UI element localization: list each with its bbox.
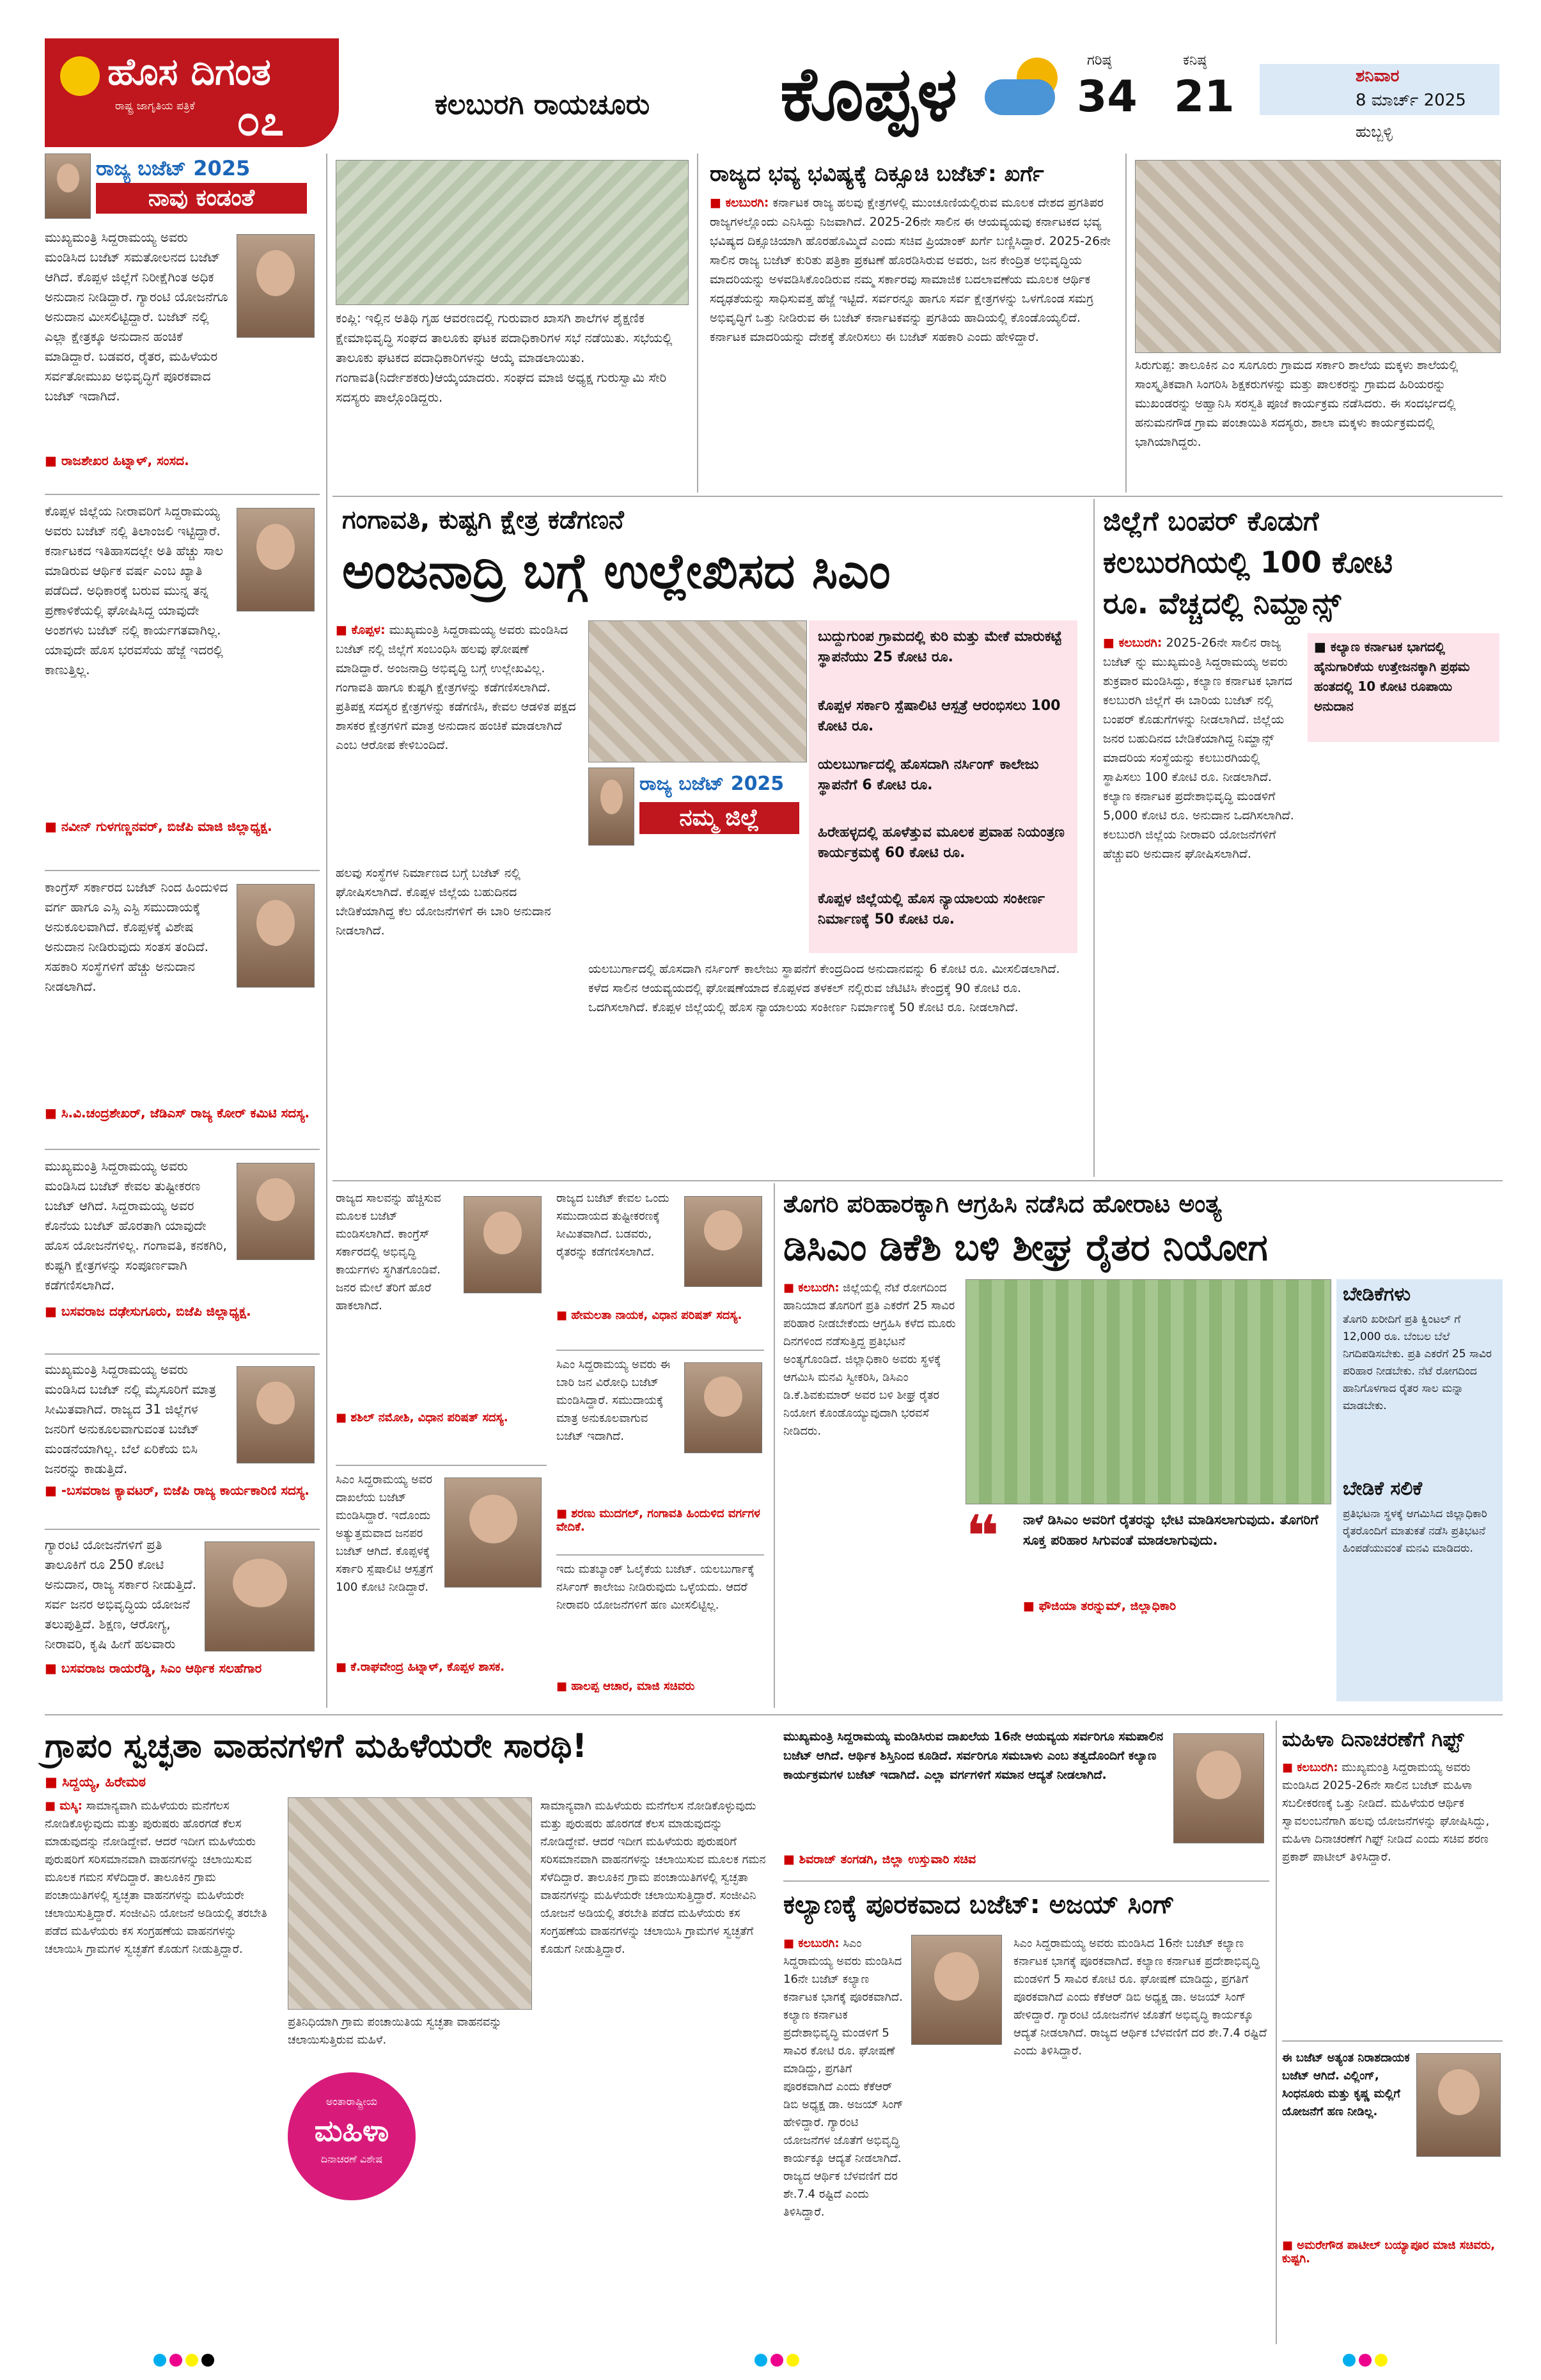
quote-block bbox=[966, 1503, 1330, 1631]
divider bbox=[45, 870, 320, 871]
story-body bbox=[783, 1935, 905, 2338]
badge-sub: ದಿನಾಚರಣೆ ವಿಶೇಷ bbox=[320, 2153, 383, 2165]
reaction-byline: ■ ಹೇಮಲತಾ ನಾಯಕ, ವಿಧಾನ ಪರಿಷತ್ ಸದಸ್ಯ. bbox=[556, 1309, 742, 1322]
highlight-box bbox=[1308, 633, 1499, 742]
reactor-photo bbox=[237, 884, 315, 988]
weather-icon bbox=[985, 58, 1068, 122]
divider bbox=[332, 496, 1503, 497]
anjanadri-story bbox=[336, 505, 1084, 1174]
divider bbox=[326, 154, 327, 1708]
reactor-photo bbox=[237, 1366, 315, 1463]
toor-story bbox=[783, 1190, 1503, 1708]
print-mark bbox=[1343, 2354, 1356, 2367]
reactor-photo bbox=[237, 508, 315, 611]
cm-portrait bbox=[588, 768, 634, 846]
story-body-cont: ಸಿಎಂ ಸಿದ್ದರಾಮಯ್ಯ ಅವರು ಮಂಡಿಸಿದ 16ನೇ ಬಜೆಟ್ ಕಲ್ಯಾಣ ಕರ್ನಾಟಕ ಭಾಗಕ್ಕೆ ಪೂರಕವಾಗಿದೆ. ಕಲ್ಯಾಣ ಕರ್ನಾಟಕ ಪ್ರದೇಶಾಭಿವೃದ್ಧಿ ಮಂಡಳಿಗೆ 5 ಸಾವಿರ ಕೋಟಿ ರೂ. ಘೋಷಣೆ ಮಾಡಿದ್ದು, ಪ್ರಗತಿಗೆ ಪೂರಕವಾಗಿದೆ ಎಂದು ಕೆಕೆಆರ್ ಡಿಬಿ ಅಧ್ಯಕ್ಷ ಡಾ. ಅಜಯ್ ಸಿಂಗ್ ಹೇಳಿದ್ದಾರೆ. ಗ್ಯಾರಂಟಿ ಯೋಜನೆಗಳ ಜೊತೆಗೆ ಅಭಿವೃದ್ಧಿ ಕಾರ್ಯಕ್ಕೂ ಆದ್ಯತೆ ನೀಡಲಾಗಿದೆ. ರಾಜ್ಯದ ಆರ್ಥಿಕ ಬೆಳವಣಿಗೆ ದರ ಶೇ.7.4 ರಷ್ಟಿದೆ ಎಂದು ತಿಳಿಸಿದ್ದಾರೆ. bbox=[1013, 1937, 1267, 2058]
reaction-item bbox=[45, 1156, 320, 1348]
reaction-item bbox=[45, 1535, 320, 1708]
reactor-photo bbox=[1173, 1733, 1264, 1843]
story-byline: ■ ಸಿದ್ದಯ್ಯ, ಹಿರೇಮಠ bbox=[45, 1774, 146, 1790]
story-headline: ಜಿಲ್ಲೆಗೆ ಬಂಪರ್ ಕೊಡುಗೆ bbox=[1103, 505, 1319, 537]
story-text: ಕರ್ನಾಟಕ ರಾಜ್ಯ ಹಲವು ಕ್ಷೇತ್ರಗಳಲ್ಲಿ ಮುಂಚೂಣಿಯಲ್ಲಿರುವ ಮೂಲಕ ದೇಶದ ಪ್ರಗತಿಪರ ರಾಜ್ಯಗಳಲ್ಲೊಂದು ಎನಿಸಿದ್ದು ನಿಜವಾಗಿದೆ. 2025-26ನೇ ಸಾಲಿನ ಈ ಆಯವ್ಯಯವು ಕರ್ನಾಟಕದ ಭವ್ಯ ಭವಿಷ್ಯದ ದಿಕ್ಸೂಚಿಯಾಗಿ ಹೊರಹೊಮ್ಮಿದೆ ಎಂದು ಸಚಿವ ಪ್ರಿಯಾಂಕ್ ಖರ್ಗೆ ಬಣ್ಣಿಸಿದ್ದಾರೆ. 2025-26ನೇ ಸಾಲಿನ ರಾಜ್ಯ ಬಜೆಟ್ ಕುರಿತು ಪತ್ರಿಕಾ ಪ್ರಕಟಣೆ ಹೊರಡಿಸಿರುವ ಅವರು, ಜನ ಕೇಂದ್ರಿತ ಅಭಿವೃದ್ಧಿಯ ಮಾದರಿಯನ್ನು ಅಳವಡಿಸಿಕೊಂಡಿರುವ ನಮ್ಮ ಸರ್ಕಾರವು ಸಾಮಾಜಿಕ ಬದಲಾವಣೆಯ ಮೂಲಕ ಆರ್ಥಿಕ ಸದೃಢತೆಯನ್ನು ಸಾಧಿಸುವತ್ತ ಹೆಜ್ಜೆ ಇಟ್ಟಿದೆ. ಸರ್ವರನ್ನೂ ಹಾಗೂ ಸರ್ವ ಕ್ಷೇತ್ರಗಳನ್ನು ಒಳಗೊಂಡ ಸಮಗ್ರ ಅಭಿವೃದ್ಧಿಗೆ ಒತ್ತು ನೀಡಿರುವ ಈ ಬಜೆಟ್ ಕರ್ನಾಟಕವನ್ನು ಪ್ರಗತಿಯ ಹಾದಿಯಲ್ಲಿ ಕೊಂಡೊಯ್ಯಲಿದೆ. ಕರ್ನಾಟಕ ಮಾದರಿಯನ್ನು ದೇಶಕ್ಕೆ ತೋರಿಸಲು ಈ ಬಜೆಟ್ ಸಹಕಾರಿ ಎಂದು ಹೇಳಿದ್ದಾರೆ. bbox=[710, 196, 1111, 344]
highlight-bullet: ಕೊಪ್ಪಳ ಸರ್ಕಾರಿ ಸ್ಪೆಷಾಲಿಟಿ ಆಸ್ಪತ್ರೆ ಆರಂಭಿಸಲು 100 ಕೋಟಿ ರೂ. bbox=[818, 698, 1061, 734]
reaction-item bbox=[45, 1360, 320, 1526]
weekday: ಶನಿವಾರ bbox=[1356, 67, 1400, 86]
divider bbox=[45, 1529, 320, 1530]
logo-tagline: ರಾಷ್ಟ್ರ ಜಾಗೃತಿಯ ಪತ್ರಿಕೆ bbox=[115, 100, 195, 113]
print-mark bbox=[185, 2354, 198, 2367]
reaction-text: ಕಾಂಗ್ರೆಸ್ ಸರ್ಕಾರದ ಬಜೆಟ್ ನಿಂದ ಹಿಂದುಳಿದ ವರ್ಗ ಹಾಗೂ ಎಸ್ಸಿ ಎಸ್ಟಿ ಸಮುದಾಯಕ್ಕೆ ಅನುಕೂಲವಾಗಿದೆ. ಕೊಪ್ಪಳಕ್ಕೆ ವಿಶೇಷ ಅನುದಾನ ನೀಡಿರುವುದು ಸಂತಸ ತಂದಿದೆ. ಸಹಕಾರಿ ಸಂಸ್ಥೆಗಳಿಗೆ ಹೆಚ್ಚು ಅನುದಾನ ನೀಡಲಾಗಿದೆ. bbox=[45, 879, 228, 994]
min-temp: 21 bbox=[1174, 72, 1235, 122]
quote-mark-icon: ❝ bbox=[966, 1503, 999, 1570]
reaction-item bbox=[556, 1356, 764, 1548]
divider bbox=[45, 1149, 320, 1150]
vehicle-photo bbox=[288, 1797, 532, 2010]
story-headline: ರಾಜ್ಯದ ಭವ್ಯ ಭವಿಷ್ಯಕ್ಕೆ ದಿಕ್ಸೂಚಿ ಬಜೆಟ್: ಖರ್ಗೆ bbox=[710, 161, 1044, 187]
story-body bbox=[710, 193, 1119, 487]
reactor-photo bbox=[464, 1196, 542, 1293]
photo-caption: ಪ್ರತಿನಿಧಿಯಾಗಿ ಗ್ರಾಮ ಪಂಚಾಯಿತಿಯ ಸ್ವಚ್ಛತಾ ವಾಹನವನ್ನು ಚಲಾಯಿಸುತ್ತಿರುವ ಮಹಿಳೆ. bbox=[288, 2015, 502, 2047]
story-text: 2025-26ನೇ ಸಾಲಿನ ರಾಜ್ಯ ಬಜೆಟ್ ನ್ನು ಮುಖ್ಯಮಂತ್ರಿ ಸಿದ್ದರಾಮಯ್ಯ ಅವರು ಶುಕ್ರವಾರ ಮಂಡಿಸಿದ್ದು, ಕಲ್ಯಾಣ ಕರ್ನಾಟಕ ಭಾಗದ ಕಲಬುರಗಿ ಜಿಲ್ಲೆಗೆ ಈ ಬಾರಿಯ ಬಜೆಟ್ ನಲ್ಲಿ ಬಂಪರ್ ಕೊಡುಗೆಗಳನ್ನು ನೀಡಲಾಗಿದೆ. ಜಿಲ್ಲೆಯ ಜನರ ಬಹುದಿನದ ಬೇಡಿಕೆಯಾಗಿದ್ದ ನಿಮ್ಹಾನ್ಸ್ ಮಾದರಿಯ ಸಂಸ್ಥೆಯನ್ನು ಕಲಬುರಗಿಯಲ್ಲಿ ಸ್ಥಾಪಿಸಲು 100 ಕೋಟಿ ರೂ. ನೀಡಲಾಗಿದೆ. ಕಲ್ಯಾಣ ಕರ್ನಾಟಕ ಪ್ರದೇಶಾಭಿವೃದ್ಧಿ ಮಂಡಳಿಗೆ 5,000 ಕೋಟಿ ರೂ. ಅನುದಾನ ಒದಗಿಸಲಾಗಿದೆ. ಕಲಬುರಗಿ ಜಿಲ್ಲೆಯ ನೀರಾವರಿ ಯೋಜನೆಗಳಿಗೆ ಹೆಚ್ಚುವರಿ ಅನುದಾನ ಘೋಷಿಸಲಾಗಿದೆ. bbox=[1103, 636, 1294, 861]
date-box bbox=[1260, 64, 1499, 115]
divider bbox=[1276, 1721, 1277, 2344]
quote-text: ನಾಳೆ ಡಿಸಿಎಂ ಅವರಿಗೆ ರೈತರನ್ನು ಭೇಟಿ ಮಾಡಿಸಲಾಗುವುದು. ತೊಗರಿಗೆ ಸೂಕ್ತ ಪರಿಹಾರ ಸಿಗುವಂತೆ ಮಾಡಲಾಗುವುದು. bbox=[1023, 1512, 1318, 1548]
left-column bbox=[45, 154, 320, 1708]
story-kicker: ತೊಗರಿ ಪರಿಹಾರಕ್ಕಾಗಿ ಆಗ್ರಹಿಸಿ ನಡೆಸಿದ ಹೋರಾಟ ಅಂತ್ಯ bbox=[783, 1190, 1222, 1218]
story-dateline: ■ ಕಲಬುರಗಿ: bbox=[783, 1937, 840, 1950]
story-body-cont: ಸಾಮಾನ್ಯವಾಗಿ ಮಹಿಳೆಯರು ಮನೆಗೆಲಸ ನೋಡಿಕೊಳ್ಳುವುದು ಮತ್ತು ಪುರುಷರು ಹೊರಗಡೆ ಕೆಲಸ ಮಾಡುವುದನ್ನು ನೋಡಿದ್ದೇವೆ. ಆದರೆ ಇದೀಗ ಮಹಿಳೆಯರು ಪುರುಷರಿಗೆ ಸರಿಸಮಾನವಾಗಿ ವಾಹನಗಳನ್ನು ಚಲಾಯಿಸುವ ಮೂಲಕ ಗಮನ ಸೆಳೆದಿದ್ದಾರೆ. ತಾಲೂಕಿನ ಗ್ರಾಮ ಪಂಚಾಯಿತಿಗಳಲ್ಲಿ ಸ್ವಚ್ಛತಾ ವಾಹನಗಳನ್ನು ಮಹಿಳೆಯರೇ ಚಲಾಯಿಸುತ್ತಿದ್ದಾರೆ. ಸಂಜೀವಿನಿ ಯೋಜನೆ ಅಡಿಯಲ್ಲಿ ತರಬೇತಿ ಪಡೆದ ಮಹಿಳೆಯರು ಕಸ ಸಂಗ್ರಹಣೆಯ ವಾಹನಗಳನ್ನು ಚಲಾಯಿಸಿ ಗ್ರಾಮಗಳ ಸ್ವಚ್ಛತೆಗೆ ಕೊಡುಗೆ ನೀಡುತ್ತಿದ್ದಾರೆ. bbox=[540, 1799, 766, 1956]
story-text: ಮುಖ್ಯಮಂತ್ರಿ ಸಿದ್ದರಾಮಯ್ಯ ಅವರು ಮಂಡಿಸಿದ ಬಜೆಟ್ ನಲ್ಲಿ ಜಿಲ್ಲೆಗೆ ಸಂಬಂಧಿಸಿ ಹಲವು ಘೋಷಣೆ ಮಾಡಿದ್ದಾರೆ. ಅಂಜನಾದ್ರಿ ಅಭಿವೃದ್ಧಿ ಬಗ್ಗೆ ಉಲ್ಲೇಖವಿಲ್ಲ. ಗಂಗಾವತಿ ಹಾಗೂ ಕುಷ್ಟಗಿ ಕ್ಷೇತ್ರಗಳನ್ನು ಕಡೆಗಣಿಸಲಾಗಿದೆ. ಪ್ರತಿಪಕ್ಷ ಸದಸ್ಯರ ಕ್ಷೇತ್ರಗಳನ್ನು ಕಡೆಗಣಿಸಿ, ಕೇವಲ ಆಡಳಿತ ಪಕ್ಷದ ಶಾಸಕರ ಕ್ಷೇತ್ರಗಳಿಗೆ ಮಾತ್ರ ಅನುದಾನ ಹಂಚಿಕೆ ಮಾಡಲಾಗಿದೆ ಎಂಬ ಆರೋಪ ಕೇಳಿಬಂದಿದೆ. bbox=[336, 623, 576, 752]
divider bbox=[1125, 154, 1127, 493]
reaction-byline: ■ ಶಶಿಲ್ ನಮೋಶಿ, ವಿಧಾನ ಪರಿಷತ್ ಸದಸ್ಯ. bbox=[336, 1411, 508, 1424]
highlight-text: ■ ಕಲ್ಯಾಣ ಕರ್ನಾಟಕ ಭಾಗದಲ್ಲಿ ಹೈನುಗಾರಿಕೆಯ ಉತ್ತೇಜನಕ್ಕಾಗಿ ಪ್ರಥಮ ಹಂತದಲ್ಲಿ 10 ಕೋಟಿ ರೂಪಾಯಿ ಅನುದಾನ bbox=[1314, 639, 1470, 714]
reaction-item bbox=[556, 1190, 764, 1343]
reaction-text: ಇದು ಮತಬ್ಯಾಂಕ್ ಓಲೈಕೆಯ ಬಜೆಟ್. ಯಲಬುರ್ಗಾಕ್ಕೆ ನರ್ಸಿಂಗ್ ಕಾಲೇಜು ನೀಡಿರುವುದು ಒಳ್ಳೆಯದು. ಆದರೆ ನೀರಾವರಿ ಯೋಜನೆಗಳಿಗೆ ಹಣ ಮೀಸಲಿಟ್ಟಿಲ್ಲ. bbox=[556, 1563, 755, 1612]
divider bbox=[556, 1554, 764, 1556]
story-dateline: ■ ಮಸ್ಕಿ: bbox=[45, 1799, 82, 1813]
reaction-item bbox=[45, 228, 320, 490]
reaction-text: ಕೊಪ್ಪಳ ಜಿಲ್ಲೆಯ ನೀರಾವರಿಗೆ ಸಿದ್ದರಾಮಯ್ಯ ಅವರು ಬಜೆಟ್ ನಲ್ಲಿ ತಿಲಾಂಜಲಿ ಇಟ್ಟಿದ್ದಾರೆ. ಕರ್ನಾಟಕದ ಇತಿಹಾಸದಲ್ಲೇ ಅತಿ ಹೆಚ್ಚು ಸಾಲ ಮಾಡಿರುವ ಆರ್ಥಿಕ ವರ್ಷ ಎಂಬ ಖ್ಯಾತಿ ಪಡೆದಿದೆ. ಅಧಿಕಾರಕ್ಕೆ ಬರುವ ಮುನ್ನ ತನ್ನ ಪ್ರಣಾಳಿಕೆಯಲ್ಲಿ ಘೋಷಿಸಿದ್ದ ಯಾವುದೇ ಅಂಶಗಳು ಬಜೆಟ್ ನಲ್ಲಿ ಕಾರ್ಯಗತವಾಗಿಲ್ಲ. ಯಾವುದೇ ಹೊಸ ಭರವಸೆಯ ಹೆಜ್ಜೆ ಇದರಲ್ಲಿ ಕಾಣುತ್ತಿಲ್ಲ. bbox=[45, 503, 223, 677]
reactor-photo bbox=[684, 1196, 762, 1287]
print-mark bbox=[201, 2354, 214, 2367]
story-kicker: ಗಂಗಾವತಿ, ಕುಷ್ಟಗಿ ಕ್ಷೇತ್ರ ಕಡೆಗಣನೆ bbox=[342, 505, 624, 535]
story-text: ಸಾಮಾನ್ಯವಾಗಿ ಮಹಿಳೆಯರು ಮನೆಗೆಲಸ ನೋಡಿಕೊಳ್ಳುವುದು ಮತ್ತು ಪುರುಷರು ಹೊರಗಡೆ ಕೆಲಸ ಮಾಡುವುದನ್ನು ನೋಡಿದ್ದೇವೆ. ಆದರೆ ಇದೀಗ ಮಹಿಳೆಯರು ಪುರುಷರಿಗೆ ಸರಿಸಮಾನವಾಗಿ ವಾಹನಗಳನ್ನು ಚಲಾಯಿಸುವ ಮೂಲಕ ಗಮನ ಸೆಳೆದಿದ್ದಾರೆ. ತಾಲೂಕಿನ ಗ್ರಾಮ ಪಂಚಾಯಿತಿಗಳಲ್ಲಿ ಸ್ವಚ್ಛತಾ ವಾಹನಗಳನ್ನು ಮಹಿಳೆಯರೇ ಚಲಾಯಿಸುತ್ತಿದ್ದಾರೆ. ಸಂಜೀವಿನಿ ಯೋಜನೆ ಅಡಿಯಲ್ಲಿ ತರಬೇತಿ ಪಡೆದ ಮಹಿಳೆಯರು ಕಸ ಸಂಗ್ರಹಣೆಯ ವಾಹನಗಳನ್ನು ಚಲಾಯಿಸಿ ಗ್ರಾಮಗಳ ಸ್ವಚ್ಛತೆಗೆ ಕೊಡುಗೆ ನೀಡುತ್ತಿದ್ದಾರೆ. bbox=[45, 1799, 267, 1956]
print-mark bbox=[770, 2354, 783, 2367]
story-dateline: ■ ಕಲಬುರಗಿ: bbox=[1282, 1761, 1338, 1774]
ajay-story bbox=[783, 1890, 1269, 2344]
max-temp: 34 bbox=[1077, 72, 1138, 122]
reaction-text: ಸಿಎಂ ಸಿದ್ದರಾಮಯ್ಯ ಅವರ ದಾಖಲೆಯ ಬಜೆಟ್ ಮಂಡಿಸಿದ್ದಾರೆ. ಇದೊಂದು ಅತ್ಯುತ್ತಮವಾದ ಜನಪರ ಬಜೆಟ್ ಆಗಿದೆ. ಕೊಪ್ಪಳಕ್ಕೆ ಸರ್ಕಾರಿ ಸ್ಪೆಷಾಲಿಟಿ ಆಸ್ಪತ್ರೆಗೆ 100 ಕೋಟಿ ನೀಡಿದ್ದಾರೆ. bbox=[336, 1473, 434, 1594]
reaction-byline: ■ ಬಸವರಾಜ ದಢೇಸುಗೂರು, ಬಿಜೆಪಿ ಜಿಲ್ಲಾಧ್ಯಕ್ಷ. bbox=[45, 1304, 251, 1319]
story-headline: ಕಲ್ಯಾಣಕ್ಕೆ ಪೂರಕವಾದ ಬಜೆಟ್: ಅಜಯ್ ಸಿಂಗ್ bbox=[783, 1890, 1175, 1919]
budget-title-bottom: ನಾವು ಕಂಡಂತೆ bbox=[96, 183, 307, 214]
issue-date: 8 ಮಾರ್ಚ್ 2025 bbox=[1356, 91, 1466, 110]
print-mark bbox=[153, 2354, 166, 2367]
story-headline: ಮಹಿಳಾ ದಿನಾಚರಣೆಗೆ ಗಿಫ್ಟ್ bbox=[1282, 1727, 1464, 1751]
region-label: ಕಲಬುರಗಿ ರಾಯಚೂರು bbox=[435, 88, 650, 121]
story-body: ಹಲವು ಸಂಸ್ಥೆಗಳ ನಿರ್ಮಾಣದ ಬಗ್ಗೆ ಬಜೆಟ್ ನಲ್ಲಿ ಘೋಷಿಸಲಾಗಿದೆ. ಕೊಪ್ಪಳ ಜಿಲ್ಲೆಯ ಬಹುದಿನದ ಬೇಡಿಕೆಯಾಗಿದ್ದ ಕೆಲ ಯೋಜನೆಗಳಿಗೆ ಈ ಬಾರಿ ಅನುದಾನ ನೀಡಲಾಗಿದೆ. bbox=[336, 866, 551, 938]
city-title: ಕೊಪ್ಪಳ bbox=[780, 51, 958, 138]
reactor-photo bbox=[444, 1478, 542, 1588]
budget-title-box bbox=[45, 154, 320, 217]
badge-top: ಅಂತಾರಾಷ್ಟ್ರೀಯ bbox=[325, 2095, 378, 2108]
print-mark bbox=[1359, 2354, 1372, 2367]
budget-sidebar-logo bbox=[588, 768, 806, 851]
highlight-bullet: ಹಿರೇಹಳ್ಳದಲ್ಲಿ ಹೂಳೆತ್ತುವ ಮೂಲಕ ಪ್ರವಾಹ ನಿಯಂತ್ರಣ ಕಾರ್ಯಕ್ರಮಕ್ಕೆ 60 ಕೋಟಿ ರೂ. bbox=[818, 824, 1065, 861]
sidebar-title-top: ರಾಜ್ಯ ಬಜೆಟ್ 2025 bbox=[639, 773, 785, 795]
women-day-story bbox=[1282, 1727, 1503, 2341]
story-text: ಮುಖ್ಯಮಂತ್ರಿ ಸಿದ್ದರಾಮಯ್ಯ ಅವರು ಮಂಡಿಸಿದ 2025-26ನೇ ಸಾಲಿನ ಬಜೆಟ್ ಮಹಿಳಾ ಸಬಲೀಕರಣಕ್ಕೆ ಒತ್ತು ನೀಡಿದೆ. ಮಹಿಳೆಯರ ಆರ್ಥಿಕ ಸ್ವಾವಲಂಬನೆಗಾಗಿ ಹಲವು ಯೋಜನೆಗಳನ್ನು ಘೋಷಿಸಿದ್ದು, ಮಹಿಳಾ ದಿನಾಚರಣೆಗೆ ಗಿಫ್ಟ್ ನೀಡಿದೆ ಎಂದು ಸಚಿವ ಶರಣ ಪ್ರಕಾಶ್ ಪಾಟೀಲ್ ತಿಳಿಸಿದ್ದಾರೆ. bbox=[1282, 1761, 1490, 1864]
reaction-byline: ■ ಶರಣು ಮುದಗಲ್, ಗಂಗಾವತಿ ಹಿಂದುಳಿದ ವರ್ಗಗಳ ವೇದಿಕೆ. bbox=[556, 1507, 760, 1534]
story-headline: ಅಂಜನಾದ್ರಿ ಬಗ್ಗೆ ಉಲ್ಲೇಖಿಸದ ಸಿಎಂ bbox=[342, 542, 891, 599]
reaction-text: ರಾಜ್ಯದ ಬಜೆಟ್ ಕೇವಲ ಒಂದು ಸಮುದಾಯದ ತುಷ್ಟೀಕರಣಕ್ಕೆ ಸೀಮಿತವಾಗಿದೆ. ಬಡವರು, ರೈತರನ್ನು ಕಡೆಗಣಿಸಲಾಗಿದೆ. bbox=[556, 1192, 669, 1259]
logo-text: ಹೊಸ ದಿಗಂತ bbox=[107, 50, 271, 93]
reaction-byline: ■ ರಾಜಶೇಖರ ಹಿಟ್ನಾಳ್, ಸಂಸದ. bbox=[45, 453, 189, 468]
badge-main: ಮಹಿಳಾ bbox=[314, 2113, 389, 2148]
divider bbox=[336, 1465, 547, 1466]
reaction-item bbox=[556, 1561, 764, 1708]
sidebar-title-bottom: ನಮ್ಮ ಜಿಲ್ಲೆ bbox=[639, 802, 799, 834]
tangadagi-box bbox=[783, 1727, 1269, 1874]
reactor-photo bbox=[684, 1362, 762, 1453]
divider bbox=[45, 1353, 320, 1355]
swachhata-story bbox=[45, 1727, 767, 2341]
protest-photo bbox=[966, 1279, 1331, 1504]
story-text: ಸಿಎಂ ಸಿದ್ದರಾಮಯ್ಯ ಅವರು ಮಂಡಿಸಿದ 16ನೇ ಬಜೆಟ್ ಕಲ್ಯಾಣ ಕರ್ನಾಟಕ ಭಾಗಕ್ಕೆ ಪೂರಕವಾಗಿದೆ. ಕಲ್ಯಾಣ ಕರ್ನಾಟಕ ಪ್ರದೇಶಾಭಿವೃದ್ಧಿ ಮಂಡಳಿಗೆ 5 ಸಾವಿರ ಕೋಟಿ ರೂ. ಘೋಷಣೆ ಮಾಡಿದ್ದು, ಪ್ರಗತಿಗೆ ಪೂರಕವಾಗಿದೆ ಎಂದು ಕೆಕೆಆರ್ ಡಿಬಿ ಅಧ್ಯಕ್ಷ ಡಾ. ಅಜಯ್ ಸಿಂಗ್ ಹೇಳಿದ್ದಾರೆ. ಗ್ಯಾರಂಟಿ ಯೋಜನೆಗಳ ಜೊತೆಗೆ ಅಭಿವೃದ್ಧಿ ಕಾರ್ಯಕ್ಕೂ ಆದ್ಯತೆ ನೀಡಲಾಗಿದೆ. ರಾಜ್ಯದ ಆರ್ಥಿಕ ಬೆಳವಣಿಗೆ ದರ ಶೇ.7.4 ರಷ್ಟಿದೆ ಎಂದು ತಿಳಿಸಿದ್ದಾರೆ. bbox=[783, 1937, 903, 2219]
reaction-item bbox=[45, 501, 320, 866]
divider bbox=[697, 154, 698, 493]
reaction-byline: ■ ಅಮರೇಗೌಡ ಪಾಟೀಲ್ ಬಯ್ಯಾಪೂರ ಮಾಜಿ ಸಚಿವರು, ಕುಷ್ಟಗಿ. bbox=[1282, 2239, 1496, 2266]
edition-name: ಹುಬ್ಬಳ್ಳಿ bbox=[1356, 123, 1393, 141]
reaction-text: ಈ ಬಜೆಟ್ ಅತ್ಯಂತ ನಿರಾಶದಾಯಕ ಬಜೆಟ್ ಆಗಿದೆ. ವಿಲ್ಲಿಂಗ್, ಸಿಂಧನೂರು ಮತ್ತು ಕೃಷ್ಣ ಮಲ್ಲಿಗೆ ಯೋಜನೆಗೆ ಹಣ ನೀಡಿಲ್ಲ. bbox=[1282, 2051, 1410, 2118]
divider bbox=[45, 494, 320, 495]
divider bbox=[556, 1350, 764, 1351]
demands-box bbox=[1336, 1279, 1503, 1701]
story-dateline: ■ ಕೊಪ್ಪಳ: bbox=[336, 623, 386, 637]
reaction-text: ಮುಖ್ಯಮಂತ್ರಿ ಸಿದ್ದರಾಮಯ್ಯ ಮಂಡಿಸಿರುವ ದಾಖಲೆಯ 16ನೇ ಆಯವ್ಯಯ ಸರ್ವರಿಗೂ ಸಮಪಾಲಿನ ಬಜೆಟ್ ಆಗಿದೆ. ಆರ್ಥಿಕ ಶಿಸ್ತಿನಿಂದ ಕೂಡಿದೆ. ಸರ್ವರಿಗೂ ಸಮಬಾಳು ಎಂಬ ತತ್ವದೊಂದಿಗೆ ಕಲ್ಯಾಣ ಕಾರ್ಯಕ್ರಮಗಳ ಬಜೆಟ್ ಇದಾಗಿದೆ. ಎಲ್ಲಾ ವರ್ಗಗಳಿಗೆ ಸಮಾನ ಆದ್ಯತೆ ನೀಡಲಾಗಿದೆ. bbox=[783, 1730, 1164, 1782]
photo-caption: ಸಿರುಗುಪ್ಪ: ತಾಲೂಕಿನ ಎಂ ಸೂಗೂರು ಗ್ರಾಮದ ಸರ್ಕಾರಿ ಶಾಲೆಯ ಮಕ್ಕಳು ಶಾಲೆಯಲ್ಲಿ ಸಾಂಸ್ಕೃತಿಕವಾಗಿ ಸಿಂಗರಿಸಿ ಶಿಕ್ಷಕರುಗಳನ್ನು ಮತ್ತು ಪಾಲಕರನ್ನು ಗ್ರಾಮದ ಹಿರಿಯರನ್ನು ಮುಖಂಡರನ್ನು ಅಹ್ವಾನಿಸಿ ಸರಸ್ವತಿ ಪೂಜೆ ಕಾರ್ಯಕ್ರಮ ನಡೆಸಿದರು. ಈ ಸಂದರ್ಭದಲ್ಲಿ ಹನುಮನಗೌಡ ಗ್ರಾಮ ಪಂಚಾಯಿತಿ ಸದಸ್ಯರು, ಶಾಲಾ ಮಕ್ಕಳು ಕಾರ್ಯಕ್ರಮದಲ್ಲಿ ಭಾಗಿಯಾಗಿದ್ದರು. bbox=[1135, 358, 1459, 449]
reaction-byline: ■ ಬಸವರಾಜ ರಾಯರೆಡ್ಡಿ, ಸಿಎಂ ಆರ್ಥಿಕ ಸಲಹೆಗಾರ bbox=[45, 1660, 262, 1676]
max-temp-label: ಗರಿಷ್ಠ bbox=[1087, 52, 1112, 68]
story-body bbox=[45, 1797, 275, 2335]
divider bbox=[1093, 499, 1095, 1177]
print-mark bbox=[786, 2354, 799, 2367]
logo-block bbox=[45, 38, 339, 147]
divider bbox=[45, 1714, 1503, 1715]
story-text: ಜಿಲ್ಲೆಯಲ್ಲಿ ನೆಟೆ ರೋಗದಿಂದ ಹಾನಿಯಾದ ತೊಗರಿಗೆ ಪ್ರತಿ ಎಕರೆಗೆ 25 ಸಾವಿರ ಪರಿಹಾರ ನೀಡಬೇಕೆಂದು ಆಗ್ರಹಿಸಿ ಕಳೆದ ಮೂರು ದಿನಗಳಿಂದ ನಡೆಸುತ್ತಿದ್ದ ಪ್ರತಿಭಟನೆ ಅಂತ್ಯಗೊಂಡಿದೆ. ಜಿಲ್ಲಾಧಿಕಾರಿ ಅವರು ಸ್ಥಳಕ್ಕೆ ಆಗಮಿಸಿ ಮನವಿ ಸ್ವೀಕರಿಸಿ, ಡಿಸಿಎಂ ಡಿ.ಕೆ.ಶಿವಕುಮಾರ್ ಅವರ ಬಳಿ ಶೀಘ್ರ ರೈತರ ನಿಯೋಗ ಕೊಂಡೊಯ್ಯುವುದಾಗಿ ಭರವಸೆ ನೀಡಿದರು. bbox=[783, 1281, 956, 1438]
group-photo bbox=[336, 160, 689, 305]
print-mark bbox=[1375, 2354, 1388, 2367]
reaction-byline: ■ ಕೆ.ರಾಘವೇಂದ್ರ ಹಿಟ್ನಾಳ್, ಕೊಪ್ಪಳ ಶಾಸಕ. bbox=[336, 1660, 505, 1674]
reaction-byline: ■ ಸಿ.ವಿ.ಚಂದ್ರಶೇಖರ್, ಜೆಡಿಎಸ್ ರಾಜ್ಯ ಕೋರ್ ಕಮಿಟಿ ಸದಸ್ಯ. bbox=[45, 1105, 310, 1121]
logo-emblem-icon bbox=[60, 56, 100, 96]
cm-portrait bbox=[45, 154, 91, 219]
story-dateline: ■ ಕಲಬುರಗಿ: bbox=[710, 196, 769, 210]
demands-text: ತೊಗರಿ ಖರೀದಿಗೆ ಪ್ರತಿ ಕ್ವಿಂಟಲ್ ಗೆ 12,000 ರೂ. ಬೆಂಬಲ ಬೆಲೆ ನಿಗದಿಪಡಿಸಬೇಕು. ಪ್ರತಿ ಎಕರೆಗೆ 25 ಸಾವಿರ ಪರಿಹಾರ ನೀಡಬೇಕು. ನೆಟೆ ರೋಗದಿಂದ ಹಾನಿಗೊಳಗಾದ ರೈತರ ಸಾಲ ಮನ್ನಾ ಮಾಡಬೇಕು. bbox=[1343, 1313, 1492, 1412]
reaction-text: ರಾಜ್ಯದ ಸಾಲವನ್ನು ಹೆಚ್ಚಿಸುವ ಮೂಲಕ ಬಜೆಟ್ ಮಂಡಿಸಲಾಗಿದೆ. ಕಾಂಗ್ರೆಸ್ ಸರ್ಕಾರದಲ್ಲಿ ಅಭಿವೃದ್ಧಿ ಕಾರ್ಯಗಳು ಸ್ಥಗಿತಗೊಂಡಿವೆ. ಜನರ ಮೇಲೆ ತೆರಿಗೆ ಹೊರೆ ಹಾಕಲಾಗಿದೆ. bbox=[336, 1192, 441, 1312]
highlight-bullet: ಬುದ್ದುಗುಂಪ ಗ್ರಾಮದಲ್ಲಿ ಕುರಿ ಮತ್ತು ಮೇಕೆ ಮಾರುಕಟ್ಟೆ ಸ್ಥಾಪನೆಯು 25 ಕೋಟಿ ರೂ. bbox=[818, 629, 1062, 665]
reaction-byline: ■ ನವೀನ್ ಗುಳಗಣ್ಣನವರ್, ಬಿಜೆಪಿ ಮಾಜಿ ಜಿಲ್ಲಾಧ್ಯಕ್ಷ. bbox=[45, 819, 272, 834]
demands-title: ಬೇಡಿಕೆಗಳು bbox=[1343, 1283, 1411, 1305]
story-body bbox=[1103, 633, 1301, 1170]
story-dateline: ■ ಕಲಬುರಗಿ: bbox=[1103, 636, 1162, 650]
reaction-byline: ■ ಶಿವರಾಜ್ ತಂಗಡಗಿ, ಜಿಲ್ಲಾ ಉಸ್ತುವಾರಿ ಸಚಿವ bbox=[783, 1852, 976, 1866]
reaction-item bbox=[336, 1190, 547, 1458]
reaction-item bbox=[45, 878, 320, 1146]
womens-day-badge bbox=[288, 2072, 416, 2200]
reactor-photo bbox=[237, 234, 315, 338]
reaction-item bbox=[336, 1471, 547, 1708]
print-mark bbox=[169, 2354, 182, 2367]
story-body bbox=[1282, 1759, 1503, 2034]
photo-caption: ಕಂಪ್ಲಿ: ಇಲ್ಲಿನ ಅತಿಥಿ ಗೃಹ ಆವರಣದಲ್ಲಿ ಗುರುವಾರ ಖಾಸಗಿ ಶಾಲೆಗಳ ಶೈಕ್ಷಣಿಕ ಕ್ಷೇಮಾಭಿವೃದ್ಧಿ ಸಂಘದ ತಾಲೂಕು ಘಟಕ ಪದಾಧಿಕಾರಿಗಳ ಸಭೆ ನಡೆಯಿತು. ಸಭೆಯಲ್ಲಿ ತಾಲೂಕು ಘಟಕದ ಪದಾಧಿಕಾರಿಗಳನ್ನು ಆಯ್ಕೆ ಮಾಡಲಾಯಿತು. ಗಂಗಾವತಿ(ನಿರ್ದೇಶಕರು)ಆಯ್ಕೆಯಾದರು. ಸಂಘದ ಮಾಜಿ ಅಧ್ಯಕ್ಷ ಗುರುಸ್ವಾಮಿ ಸೇರಿ ಸದಸ್ಯರು ಪಾಲ್ಗೊಂಡಿದ್ದರು. bbox=[336, 310, 673, 405]
demands-text-2: ಪ್ರತಿಭಟನಾ ಸ್ಥಳಕ್ಕೆ ಆಗಮಿಸಿದ ಜಿಲ್ಲಾಧಿಕಾರಿ ರೈತರೊಂದಿಗೆ ಮಾತುಕತೆ ನಡೆಸಿ ಪ್ರತಿಭಟನೆ ಹಿಂಪಡೆಯುವಂತೆ ಮನವಿ ಮಾಡಿದರು. bbox=[1343, 1508, 1487, 1555]
divider bbox=[783, 1880, 1269, 1882]
min-temp-label: ಕನಿಷ್ಠ bbox=[1183, 52, 1207, 68]
story-body bbox=[783, 1279, 956, 1701]
hill-temple-photo bbox=[588, 620, 807, 762]
reaction-text: ಮುಖ್ಯಮಂತ್ರಿ ಸಿದ್ದರಾಮಯ್ಯ ಅವರು ಮಂಡಿಸಿದ ಬಜೆಟ್ ಕೇವಲ ತುಷ್ಟೀಕರಣ ಬಜೆಟ್ ಆಗಿದೆ. ಸಿದ್ದರಾಮಯ್ಯ ಅವರ ಕೊನೆಯ ಬಜೆಟ್ ಹೊರತಾಗಿ ಯಾವುದೇ ಹೊಸ ಯೋಜನೆಗಳಿಲ್ಲ. ಗಂಗಾವತಿ, ಕನಕಗಿರಿ, ಕುಷ್ಟಗಿ ಕ್ಷೇತ್ರಗಳನ್ನು ಸಂಪೂರ್ಣವಾಗಿ ಕಡೆಗಣಿಸಲಾಗಿದೆ. bbox=[45, 1158, 227, 1293]
reaction-text: ಸಿಎಂ ಸಿದ್ದರಾಮಯ್ಯ ಅವರು ಈ ಬಾರಿ ಜನ ವಿರೋಧಿ ಬಜೆಟ್ ಮಂಡಿಸಿದ್ದಾರೆ. ಸಮುದಾಯಕ್ಕೆ ಮಾತ್ರ ಅನುಕೂಲವಾಗುವ ಬಜೆಟ್ ಇದಾಗಿದೆ. bbox=[556, 1358, 671, 1443]
school-photo bbox=[1135, 160, 1501, 353]
print-mark bbox=[755, 2354, 767, 2367]
divider bbox=[774, 1183, 775, 1708]
reaction-text: ಮುಖ್ಯಮಂತ್ರಿ ಸಿದ್ದರಾಮಯ್ಯ ಅವರು ಮಂಡಿಸಿದ ಬಜೆಟ್ ನಲ್ಲಿ ಮೈಸೂರಿಗೆ ಮಾತ್ರ ಸೀಮಿತವಾಗಿದೆ. ರಾಜ್ಯದ 31 ಜಿಲ್ಲೆಗಳ ಜನರಿಗೆ ಅನುಕೂಲವಾಗುವಂತ ಬಜೆಟ್ ಮಂಡನೆಯಾಗಿಲ್ಲ. ಬೆಲೆ ಏರಿಕೆಯ ಬಿಸಿ ಜನರನ್ನು ಕಾಡುತ್ತಿದೆ. bbox=[45, 1362, 217, 1476]
reactor-photo bbox=[911, 1935, 1002, 2045]
story-headline: ಡಿಸಿಎಂ ಡಿಕೆಶಿ ಬಳಿ ಶೀಘ್ರ ರೈತರ ನಿಯೋಗ bbox=[783, 1225, 1268, 1269]
divider bbox=[1282, 2040, 1503, 2042]
reaction-byline: ■ -ಬಸವರಾಜ ಕ್ಯಾವಟರ್, ಬಿಜೆಪಿ ರಾಜ್ಯ ಕಾರ್ಯಕಾರಿಣಿ ಸದಸ್ಯ. bbox=[45, 1483, 309, 1498]
budget-highlights-box bbox=[809, 620, 1077, 953]
reaction-text: ಗ್ಯಾರಂಟಿ ಯೋಜನೆಗಳಿಗೆ ಪ್ರತಿ ತಾಲೂಕಿಗೆ ರೂ 250 ಕೋಟಿ ಅನುದಾನ, ರಾಜ್ಯ ಸರ್ಕಾರ ನೀಡುತ್ತಿದೆ. ಸರ್ವ ಜನರ ಅಭಿವೃದ್ಧಿಯ ಯೋಜನೆ ತಲುಪುತ್ತಿದೆ. ಶಿಕ್ಷಣ, ಆರೋಗ್ಯ, ನೀರಾವರಿ, ಕೃಷಿ ಹೀಗೆ ಹಲವಾರು bbox=[45, 1537, 197, 1651]
reaction-text: ಮುಖ್ಯಮಂತ್ರಿ ಸಿದ್ದರಾಮಯ್ಯ ಅವರು ಮಂಡಿಸಿದ ಬಜೆಟ್ ಸಮತೋಲನದ ಬಜೆಟ್ ಆಗಿದೆ. ಕೊಪ್ಪಳ ಜಿಲ್ಲೆಗೆ ನಿರೀಕ್ಷೆಗಿಂತ ಅಧಿಕ ಅನುದಾನ ನೀಡಿದ್ದಾರೆ. ಗ್ಯಾರಂಟಿ ಯೋಜನೆಗೂ ಅನುದಾನ ಮೀಸಲಿಟ್ಟಿದ್ದಾರೆ. ಬಜೆಟ್ ನಲ್ಲಿ ಎಲ್ಲಾ ಕ್ಷೇತ್ರಕ್ಕೂ ಅನುದಾನ ಹಂಚಿಕೆ ಮಾಡಿದ್ದಾರೆ. ಬಡವರ, ರೈತರ, ಮಹಿಳೆಯರ ಸರ್ವತೋಮುಖ ಅಭಿವೃದ್ಧಿಗೆ ಪೂರಕವಾದ ಬಜೆಟ್ ಇದಾಗಿದೆ. bbox=[45, 230, 228, 404]
page-number: ೦೭ bbox=[237, 96, 284, 145]
budget-title-top: ರಾಜ್ಯ ಬಜೆಟ್ 2025 bbox=[96, 156, 251, 180]
story-headline: ಕಲಬುರಗಿಯಲ್ಲಿ 100 ಕೋಟಿ bbox=[1103, 545, 1393, 579]
demands-title-2: ಬೇಡಿಕೆ ಸಲಿಕೆ bbox=[1343, 1478, 1423, 1500]
divider bbox=[332, 1180, 1503, 1181]
quote-byline: ■ ಫೌಜಿಯಾ ತರನ್ನುಮ್, ಜಿಲ್ಲಾಧಿಕಾರಿ bbox=[1023, 1599, 1177, 1613]
masthead bbox=[45, 38, 1499, 147]
story-body bbox=[336, 620, 579, 851]
reactor-photo bbox=[205, 1541, 315, 1651]
reactions-middle bbox=[336, 1190, 764, 1708]
reactor-photo bbox=[1416, 2053, 1501, 2157]
highlight-bullet: ಯಲಬುರ್ಗಾದಲ್ಲಿ ಹೊಸದಾಗಿ ನರ್ಸಿಂಗ್ ಕಾಲೇಜು ಸ್ಥಾಪನೆಗೆ 6 ಕೋಟಿ ರೂ. bbox=[818, 757, 1039, 793]
reactor-photo bbox=[237, 1163, 315, 1260]
reaction-byline: ■ ಹಾಲಪ್ಪ ಆಚಾರ, ಮಾಜಿ ಸಚಿವರು bbox=[556, 1680, 695, 1693]
highlight-bullet: ಕೊಪ್ಪಳ ಜಿಲ್ಲೆಯಲ್ಲಿ ಹೊಸ ನ್ಯಾಯಾಲಯ ಸಂಕೀರ್ಣ ನಿರ್ಮಾಣಕ್ಕೆ 50 ಕೋಟಿ ರೂ. bbox=[818, 891, 1045, 927]
story-headline: ರೂ. ವೆಚ್ಚದಲ್ಲಿ ನಿಮ್ಹಾನ್ಸ್ bbox=[1103, 586, 1342, 620]
kalaburagi-story bbox=[1103, 505, 1503, 1174]
story-body: ಯಲಬುರ್ಗಾದಲ್ಲಿ ಹೊಸದಾಗಿ ನರ್ಸಿಂಗ್ ಕಾಲೇಜು ಸ್ಥಾಪನೆಗೆ ಕೇಂದ್ರದಿಂದ ಅನುದಾನವನ್ನು 6 ಕೋಟಿ ರೂ. ಮೀಸಲಿಡಲಾಗಿದೆ. ಕಳೆದ ಸಾಲಿನ ಆಯವ್ಯಯದಲ್ಲಿ ಘೋಷಣೆಯಾದ ಕೊಪ್ಪಳದ ತಳಕಲ್ ನಲ್ಲಿರುವ ಜೆಟಿಟಿಸಿ ಕೇಂದ್ರಕ್ಕೆ 90 ಕೋಟಿ ರೂ. ಒದಗಿಸಲಾಗಿದೆ. ಕೊಪ್ಪಳ ಜಿಲ್ಲೆಯಲ್ಲಿ ಹೊಸ ನ್ಯಾಯಾಲಯ ಸಂಕೀರ್ಣ ನಿರ್ಮಾಣಕ್ಕೆ 50 ಕೋಟಿ ರೂ. ನೀಡಲಾಗಿದೆ. bbox=[588, 962, 1060, 1014]
story-headline: ಗ್ರಾಪಂ ಸ್ವಚ್ಛತಾ ವಾಹನಗಳಿಗೆ ಮಹಿಳೆಯರೇ ಸಾರಥಿ! bbox=[45, 1727, 588, 1765]
story-dateline: ■ ಕಲಬುರಗಿ: bbox=[783, 1281, 840, 1295]
